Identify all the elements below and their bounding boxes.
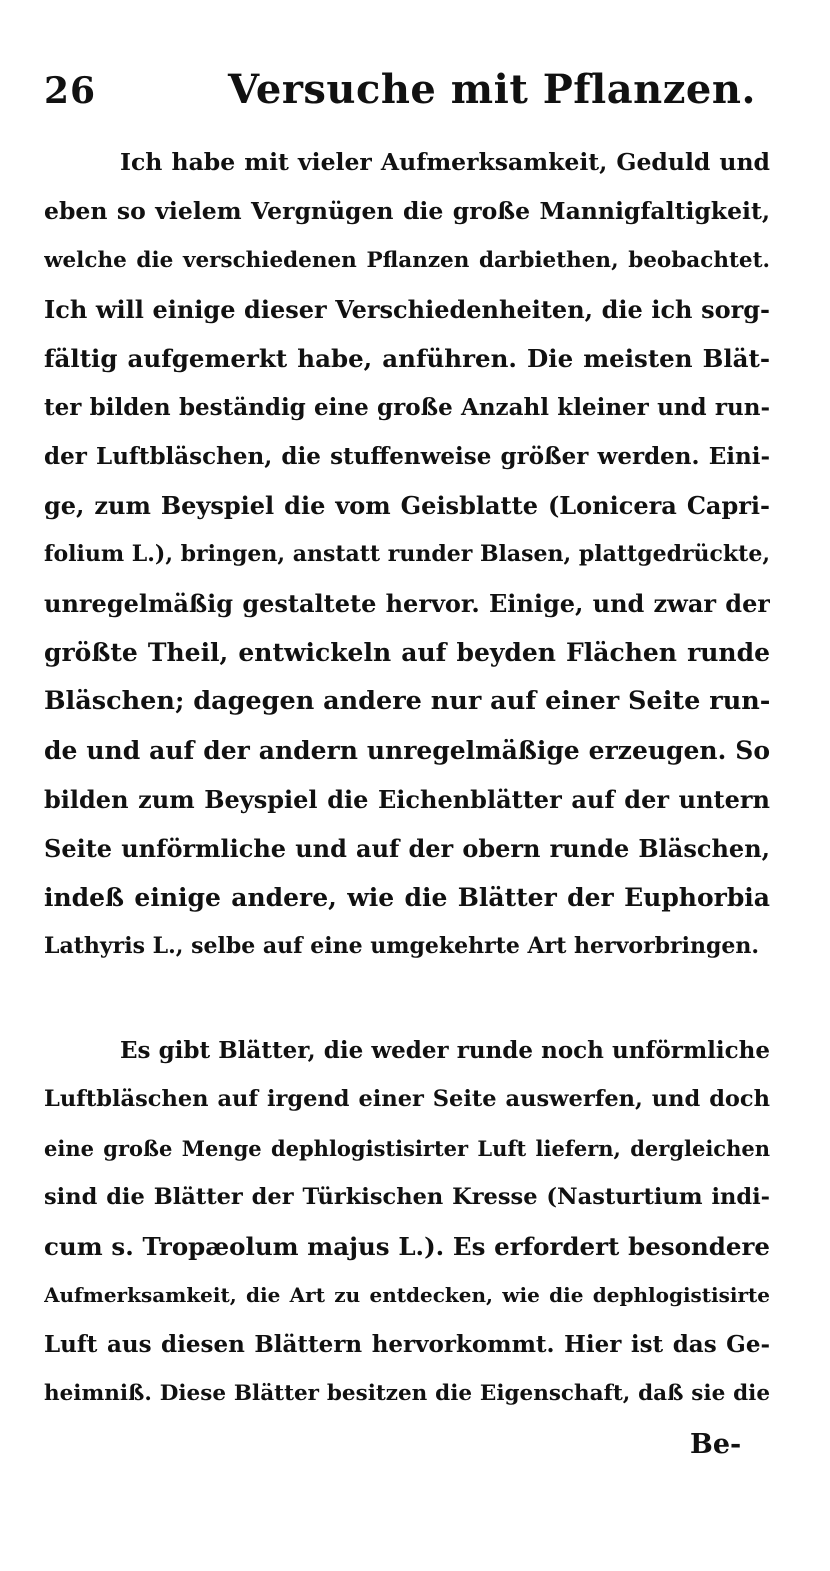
text-line: Ich will einige dieser Verschiedenheiten, die ich sorg- xyxy=(44,295,770,324)
running-head: Versuche mit Pflanzen. xyxy=(228,66,756,113)
text-line: heimniß. Diese Blätter besitzen die Eigenschaft, daß sie die xyxy=(44,1381,770,1406)
text-line: Aufmerksamkeit, die Art zu entdecken, wie die dephlogistisirte xyxy=(44,1283,770,1307)
page-header xyxy=(44,62,784,122)
text-line: Luft aus diesen Blättern hervorkommt. Hier ist das Ge- xyxy=(44,1331,770,1358)
page-number: 26 xyxy=(44,70,97,112)
text-line: folium L.), bringen, anstatt runder Blasen, plattgedrückte, xyxy=(44,541,770,567)
text-line: cum s. Tropæolum majus L.). Es erfordert besondere xyxy=(44,1232,770,1261)
text-line: Ich habe mit vieler Aufmerksamkeit, Geduld und xyxy=(120,148,770,176)
text-line: bilden zum Beyspiel die Eichenblätter auf der untern xyxy=(44,785,770,814)
text-line: Bläschen; dagegen andere nur auf einer Seite run- xyxy=(44,686,770,716)
text-line: welche die verschiedenen Pflanzen darbiethen, beobachtet. xyxy=(44,248,770,273)
text-line: indeß einige andere, wie die Blätter der Euphorbia xyxy=(44,883,770,912)
text-line: eine große Menge dephlogistisirter Luft liefern, dergleichen xyxy=(44,1136,770,1161)
catchword: Be- xyxy=(690,1429,742,1460)
text-line: ter bilden beständig eine große Anzahl kleiner und run- xyxy=(44,394,770,421)
text-line: Seite unförmliche und auf der obern runde Bläschen, xyxy=(44,834,770,863)
paragraph-2 xyxy=(44,1026,770,1418)
text-line: der Luftbläschen, die stuffenweise größer werden. Eini- xyxy=(44,443,770,470)
text-line: de und auf der andern unregelmäßige erzeugen. So xyxy=(44,736,770,765)
paragraph-1 xyxy=(44,138,770,971)
text-line: unregelmäßig gestaltete hervor. Einige, und zwar der xyxy=(44,589,770,618)
text-line: fältig aufgemerkt habe, anführen. Die meisten Blät- xyxy=(44,344,770,373)
text-line: größte Theil, entwickeln auf beyden Flächen runde xyxy=(44,638,770,667)
text-line: Lathyris L., selbe auf eine umgekehrte Art hervorbringen. xyxy=(44,933,760,959)
text-line: eben so vielem Vergnügen die große Mannigfaltigkeit, xyxy=(44,197,770,225)
text-line: Luftbläschen auf irgend einer Seite auswerfen, und doch xyxy=(44,1086,770,1112)
text-line: Es gibt Blätter, die weder runde noch unförmliche xyxy=(120,1037,770,1064)
text-line: sind die Blätter der Türkischen Kresse (Nasturtium indi- xyxy=(44,1184,770,1210)
text-line: ge, zum Beyspiel die vom Geisblatte (Lonicera Capri- xyxy=(44,491,770,520)
